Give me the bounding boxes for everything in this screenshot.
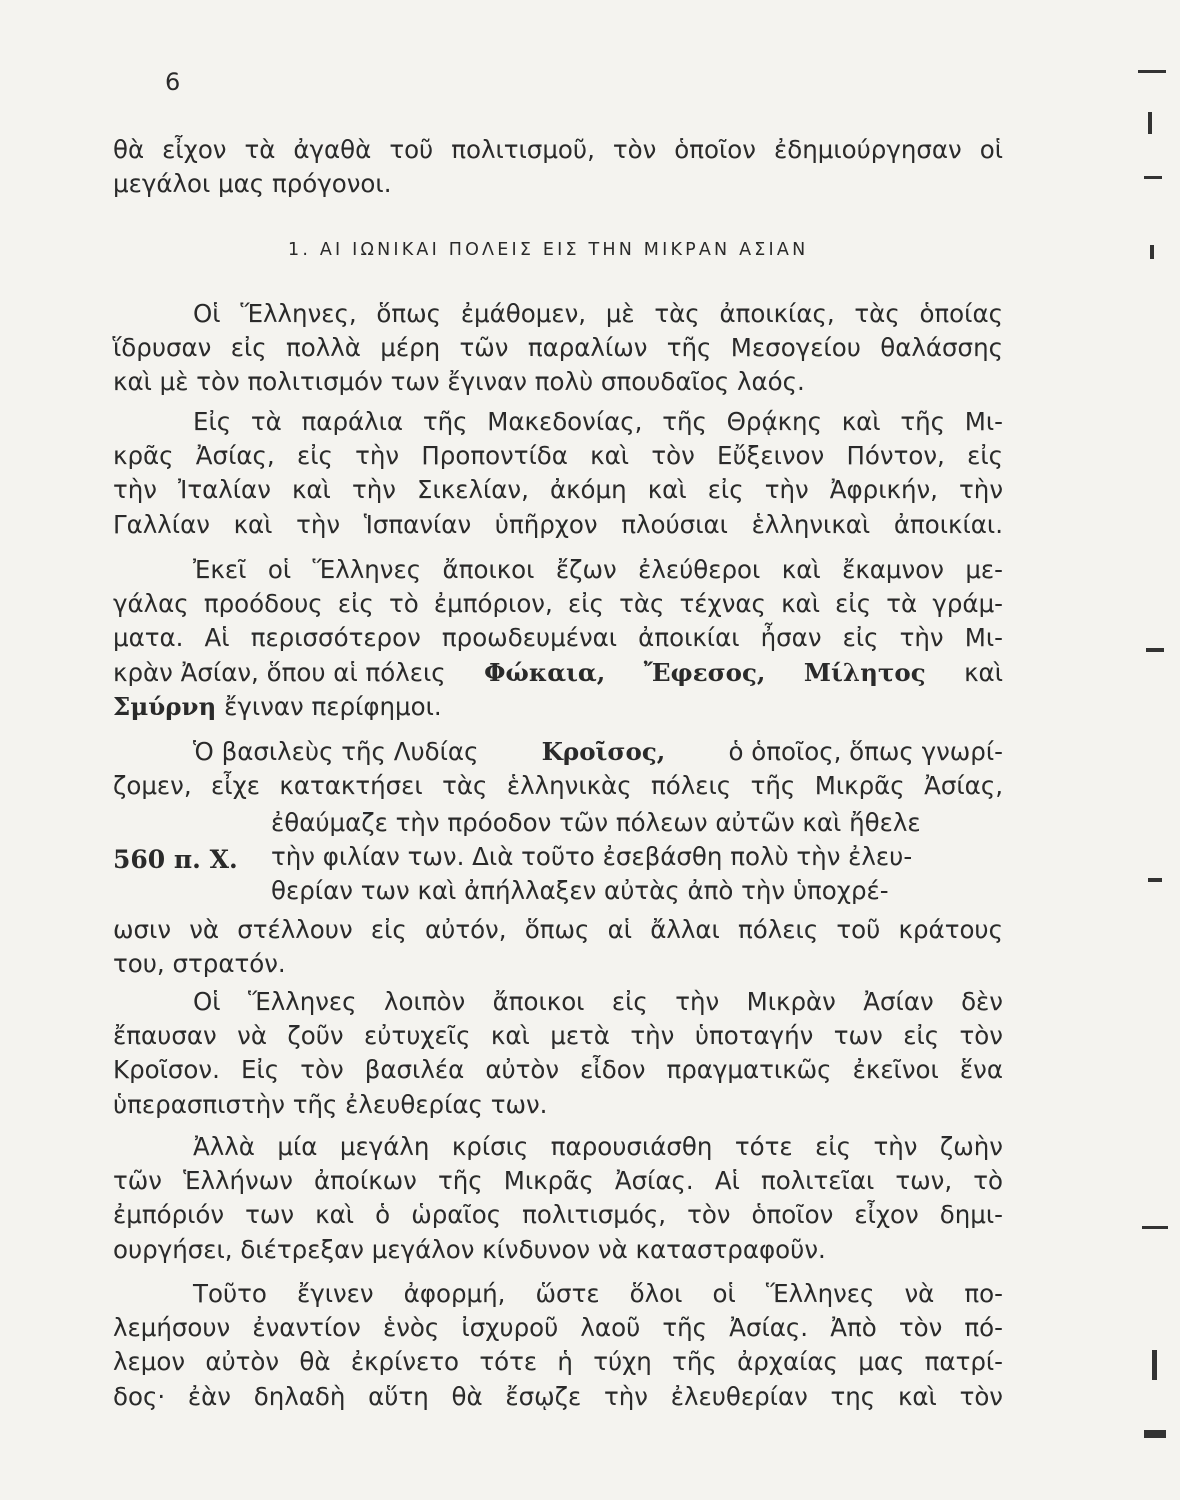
text-line: ωσιν νὰ στέλλουν εἰς αὐτόν, ὅπως αἱ ἄλλαι πόλεις τοῦ κράτους (113, 915, 1003, 944)
text-line: Ἐκεῖ οἱ Ἕλληνες ἄποικοι ἔζων ἐλεύθεροι καὶ ἔκαμνον με- (193, 555, 1003, 584)
text-line: τὴν Ἰταλίαν καὶ τὴν Σικελίαν, ἀκόμη καὶ εἰς τὴν Ἀφρικήν, τὴν (113, 475, 1003, 505)
date-margin-note: 560 π. Χ. (113, 845, 238, 874)
scan-edge-marks (1130, 0, 1180, 1500)
city-name: Ἔφεσος, (643, 657, 766, 687)
text-line: Οἱ Ἕλληνες, ὅπως ἐμάθομεν, μὲ τὰς ἀποικίας, τὰς ὁποίας (193, 299, 1003, 328)
paragraph-4-side (271, 806, 1003, 909)
text-line: του, στρατόν. (113, 949, 286, 979)
text-line: Τοῦτο ἔγινεν ἀφορμή, ὥστε ὅλοι οἱ Ἕλληνες νὰ πο- (193, 1279, 1003, 1308)
text-line: τῶν Ἑλλήνων ἀποίκων τῆς Μικρᾶς Ἀσίας. Αἱ πολιτεῖαι των, τὸ (113, 1166, 1003, 1196)
text-line: γάλας προόδους εἰς τὸ ἐμπόριον, εἰς τὰς τέχνας καὶ εἰς τὰ γράμ- (113, 589, 1003, 619)
text-line: ουργήσει, διέτρεξαν μεγάλον κίνδυνον νὰ καταστραφοῦν. (113, 1234, 826, 1264)
text-line: τὴν φιλίαν των. Διὰ τοῦτο ἐσεβάσθη πολὺ τὴν ἐλευ- (271, 842, 913, 872)
king-name: Κροῖσος, (541, 737, 666, 766)
text-fragment: Ὁ βασιλεὺς τῆς Λυδίας (193, 737, 479, 766)
paragraph-1 (113, 297, 1003, 400)
text-fragment: ἔγιναν περίφημοι. (224, 691, 442, 721)
paragraph-4 (113, 735, 1003, 803)
paragraph-6 (113, 1130, 1003, 1267)
intro-paragraph (113, 133, 1003, 201)
paragraph-2 (113, 405, 1003, 542)
text-line: ὑπερασπιστὴν τῆς ἐλευθερίας των. (113, 1089, 548, 1119)
text-line: θὰ εἶχον τὰ ἀγαθὰ τοῦ πολιτισμοῦ, τὸν ὁποῖον ἐδημιούργησαν οἱ (113, 135, 1003, 164)
text-line: Γαλλίαν καὶ τὴν Ἱσπανίαν ὑπῆρχον πλούσιαι ἑλληνικαὶ ἀποικίαι. (113, 509, 1003, 539)
scan-mark (1148, 112, 1152, 134)
text-line: ζομεν, εἶχε κατακτήσει τὰς ἑλληνικὰς πόλεις τῆς Μικρᾶς Ἀσίας, (113, 771, 1003, 801)
paragraph-7 (113, 1277, 1003, 1414)
text-line: κρᾶς Ἀσίας, εἰς τὴν Προποντίδα καὶ τὸν Εὔξεινον Πόντον, εἰς (113, 441, 1003, 471)
paragraph-5 (113, 985, 1003, 1122)
scan-mark (1138, 70, 1166, 73)
text-line: ματα. Αἱ περισσότερον προωδευμέναι ἀποικίαι ἦσαν εἰς τὴν Μι- (113, 623, 1003, 653)
text-fragment: καὶ (964, 657, 1003, 687)
text-line: θερίαν των καὶ ἀπήλλαξεν αὐτὰς ἀπὸ τὴν ὑποχρέ- (271, 876, 889, 906)
paragraph-3 (113, 553, 1003, 724)
text-line: δος· ἐὰν δηλαδὴ αὕτη θὰ ἔσῳζε τὴν ἐλευθερίαν της καὶ τὸν (113, 1381, 1003, 1411)
city-name: Φώκαια, (484, 657, 606, 687)
text-line: λεμον αὐτὸν θὰ ἐκρίνετο τότε ἡ τύχη τῆς ἀρχαίας μας πατρί- (113, 1347, 1003, 1377)
text-line: ἐθαύμαζε τὴν πρόοδον τῶν πόλεων αὐτῶν καὶ ἤθελε (271, 808, 921, 837)
text-fragment: ὁ ὁποῖος, ὅπως γνωρί- (728, 737, 1003, 766)
scan-mark (1146, 648, 1164, 652)
paragraph-4-end (113, 913, 1003, 981)
city-name: Σμύρνη (113, 691, 217, 721)
text-line: ἔπαυσαν νὰ ζοῦν εὐτυχεῖς καὶ μετὰ τὴν ὑποταγήν των εἰς τὸν (113, 1021, 1003, 1051)
scan-mark (1144, 1430, 1166, 1438)
text-fragment: κρὰν Ἀσίαν, ὅπου αἱ πόλεις (113, 657, 446, 687)
text-line (113, 735, 1003, 769)
text-line (113, 690, 1003, 724)
text-line: λεμήσουν ἐναντίον ἑνὸς ἰσχυροῦ λαοῦ τῆς Ἀσίας. Ἀπὸ τὸν πό- (113, 1313, 1003, 1343)
page-number: 6 (165, 68, 182, 96)
text-line: ἐμπόριόν των καὶ ὁ ὡραῖος πολιτισμός, τὸν ὁποῖον εἶχον δημι- (113, 1200, 1003, 1230)
section-heading: 1. ΑΙ ΙΩΝΙΚΑΙ ΠΟΛΕΙΣ ΕΙΣ ΤΗΝ ΜΙΚΡΑΝ ΑΣΙΑΝ (288, 240, 809, 260)
city-name: Μίλητος (803, 657, 926, 687)
scan-mark (1142, 1226, 1168, 1229)
text-line: μεγάλοι μας πρόγονοι. (113, 169, 392, 199)
text-line (113, 656, 1003, 690)
scan-mark (1150, 245, 1154, 259)
text-line: Ἀλλὰ μία μεγάλη κρίσις παρουσιάσθη τότε εἰς τὴν ζωὴν (193, 1132, 1003, 1161)
text-line: Οἱ Ἕλληνες λοιπὸν ἄποικοι εἰς τὴν Μικρὰν Ἀσίαν δὲν (193, 987, 1003, 1016)
scan-mark (1152, 1350, 1157, 1380)
scan-mark (1144, 176, 1162, 179)
text-line: Κροῖσον. Εἰς τὸν βασιλέα αὐτὸν εἶδον πραγματικῶς ἐκεῖνοι ἕνα (113, 1055, 1003, 1085)
text-line: καὶ μὲ τὸν πολιτισμόν των ἔγιναν πολὺ σπουδαῖος λαός. (113, 367, 805, 397)
text-line: Εἰς τὰ παράλια τῆς Μακεδονίας, τῆς Θρᾴκης καὶ τῆς Μι- (193, 407, 1003, 436)
scan-mark (1148, 878, 1162, 882)
text-line: ἵδρυσαν εἰς πολλὰ μέρη τῶν παραλίων τῆς Μεσογείου θαλάσσης (113, 333, 1003, 363)
